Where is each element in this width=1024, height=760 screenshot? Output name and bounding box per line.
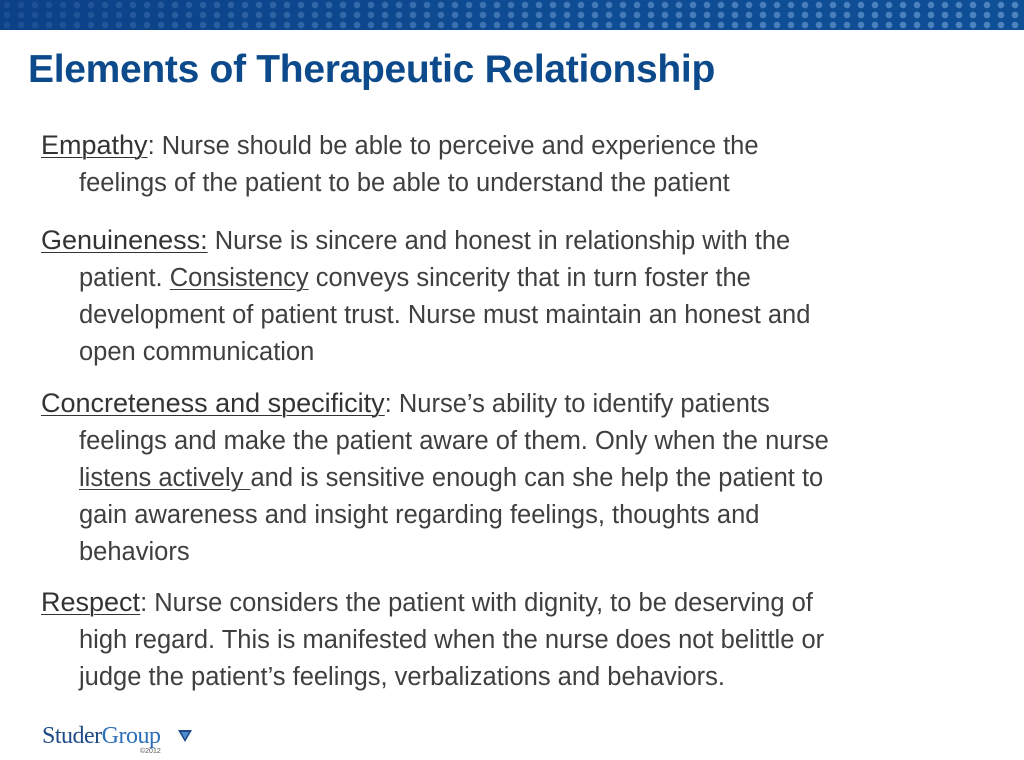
logo-copyright: ©2012 xyxy=(140,748,161,755)
logo-text-studer: Studer xyxy=(42,723,102,749)
item-genuineness xyxy=(41,222,1001,371)
studer-group-logo xyxy=(42,723,202,759)
item-first-line xyxy=(41,584,1001,622)
definition-text: Nurse considers the patient with dignity, to be deserving of xyxy=(147,589,813,617)
definition-line: feelings and make the patient aware of them. Only when the nurse xyxy=(79,427,829,455)
definition-text: patient. xyxy=(79,264,170,292)
top-banner xyxy=(0,0,1024,30)
consistency-underlined: Consistency xyxy=(169,264,309,292)
definition-line: open communication xyxy=(79,338,315,366)
definition-text: Nurse’s ability to identify patients xyxy=(391,390,770,418)
definition-text: Nurse should be able to perceive and experience the xyxy=(154,132,759,160)
definition-line: gain awareness and insight regarding feelings, thoughts and xyxy=(79,501,760,529)
logo-wordmark xyxy=(42,723,161,750)
definition-line: feelings of the patient to be able to understand the patient xyxy=(79,169,730,197)
item-first-line xyxy=(41,222,1001,260)
term-respect: Respect xyxy=(41,587,141,617)
definition-text: Nurse is sincere and honest in relationship with the xyxy=(207,227,791,255)
term-separator: : xyxy=(140,589,148,617)
definition-line: judge the patient’s feelings, verbalizations and behaviors. xyxy=(79,663,725,691)
definition-text: and is sensitive enough can she help the patient to xyxy=(250,464,824,492)
slide-title: Elements of Therapeutic Relationship xyxy=(28,48,715,91)
definition-text: conveys sincerity that in turn foster the xyxy=(308,264,751,292)
term-concreteness: Concreteness and specificity xyxy=(41,388,385,418)
definition-line: high regard. This is manifested when the nurse does not belittle or xyxy=(79,626,825,654)
term-genuineness: Genuineness: xyxy=(41,225,208,255)
item-concreteness xyxy=(41,385,1001,571)
term-separator: : xyxy=(384,390,392,418)
banner-gradient xyxy=(0,0,1024,30)
listens-actively-underlined: listens actively xyxy=(79,464,251,492)
logo-text-group: Group xyxy=(101,723,161,749)
item-respect xyxy=(41,584,1001,696)
item-empathy xyxy=(41,127,1001,202)
logo-triangle-icon xyxy=(178,730,192,742)
term-empathy: Empathy xyxy=(41,130,148,160)
term-separator: : xyxy=(147,132,155,160)
definition-line xyxy=(41,460,1001,497)
definition-line: development of patient trust. Nurse must maintain an honest and xyxy=(79,301,811,329)
definition-line: behaviors xyxy=(79,538,190,566)
definition-line xyxy=(41,260,1001,297)
item-first-line xyxy=(41,385,1001,423)
item-first-line xyxy=(41,127,1001,165)
